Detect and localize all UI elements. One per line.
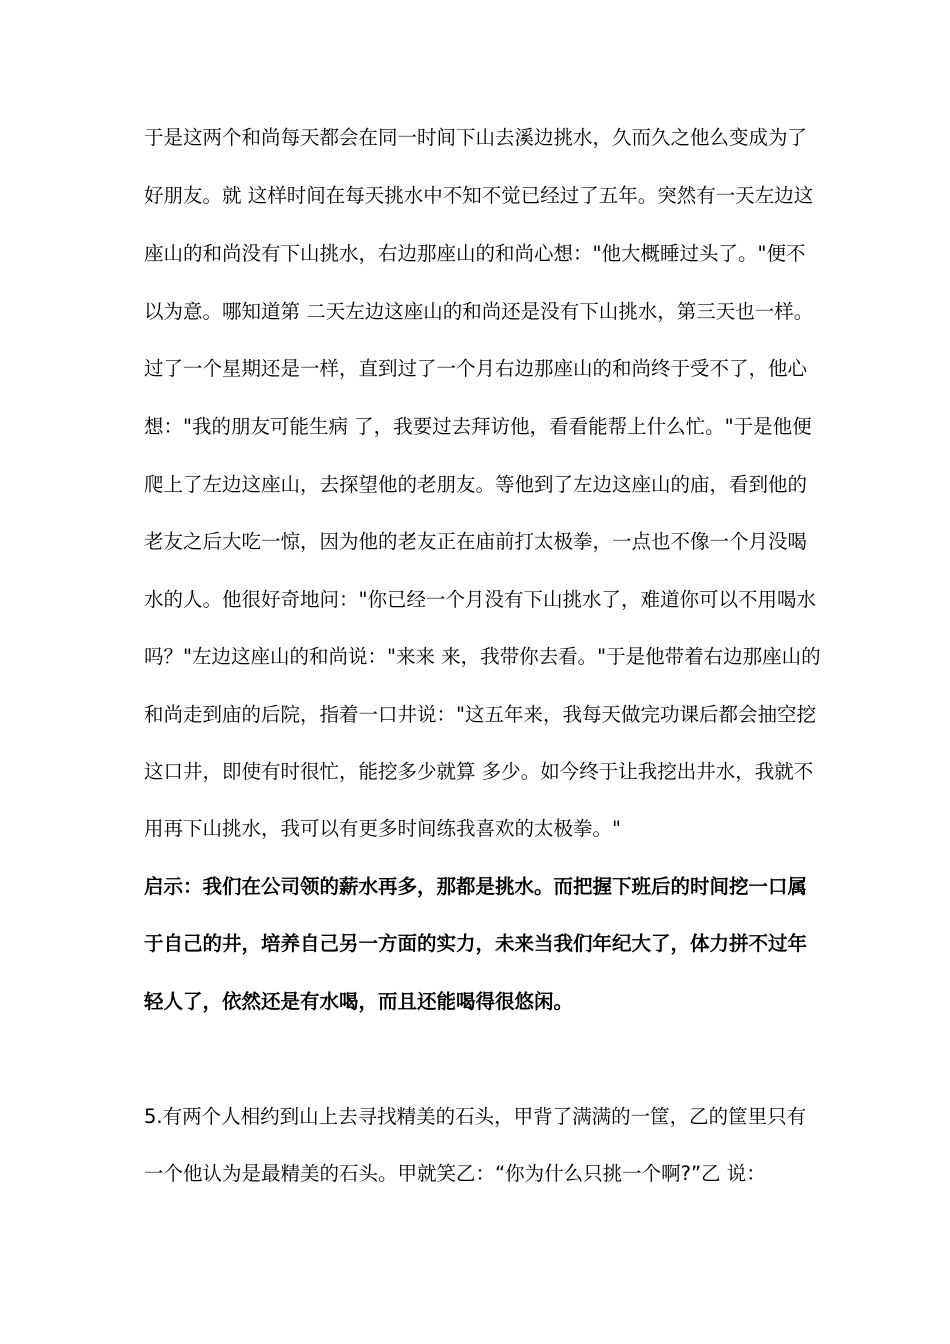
text-line: 和尚走到庙的后院，指着一口井说："这五年来，我每天做完功课后都会抽空挖 xyxy=(144,703,816,726)
text-line: 想："我的朋友可能生病 了，我要过去拜访他，看看能帮上什么忙。"于是他便 xyxy=(144,415,812,438)
text-line: 5.有两个人相约到山上去寻找精美的石头，甲背了满满的一筐，乙的筐里只有 xyxy=(144,1105,807,1128)
text-line: 水的人。他很好奇地问："你已经一个月没有下山挑水了，难道你可以不用喝水 xyxy=(144,588,816,611)
text-line: 座山的和尚没有下山挑水，右边那座山的和尚心想："他大概睡过头了。"便不 xyxy=(144,242,806,265)
text-line: 于是这两个和尚每天都会在同一时间下山去溪边挑水，久而久之他么变成为了 xyxy=(144,126,808,149)
text-line: 吗？"左边这座山的和尚说："来来 来，我带你去看。"于是他带着右边那座山的 xyxy=(144,645,821,668)
bold-text-line: 启示：我们在公司领的薪水再多，那都是挑水。而把握下班后的时间挖一口属 xyxy=(144,875,808,898)
text-line: 好朋友。就 这样时间在每天挑水中不知不觉已经过了五年。突然有一天左边这 xyxy=(144,184,814,207)
text-line: 一个他认为是最精美的石头。甲就笑乙：“你为什么只挑一个啊?”乙 说： xyxy=(144,1162,766,1185)
bold-text-line: 于自己的井，培养自己另一方面的实力，未来当我们年纪大了，体力拼不过年 xyxy=(144,932,808,955)
text-line: 老友之后大吃一惊，因为他的老友正在庙前打太极拳，一点也不像一个月没喝 xyxy=(144,530,808,553)
text-line: 过了一个星期还是一样，直到过了一个月右边那座山的和尚终于受不了，他心 xyxy=(144,357,808,380)
text-line: 用再下山挑水，我可以有更多时间练我喜欢的太极拳。" xyxy=(144,817,621,840)
text-line: 以为意。哪知道第 二天左边这座山的和尚还是没有下山挑水，第三天也一样。 xyxy=(144,300,814,323)
bold-text-line: 轻人了，依然还是有水喝，而且还能喝得很悠闲。 xyxy=(144,990,574,1013)
text-line: 爬上了左边这座山，去探望他的老朋友。等他到了左边这座山的庙，看到他的 xyxy=(144,473,808,496)
text-line: 这口井，即使有时很忙，能挖多少就算 多少。如今终于让我挖出井水，我就不 xyxy=(144,760,814,783)
